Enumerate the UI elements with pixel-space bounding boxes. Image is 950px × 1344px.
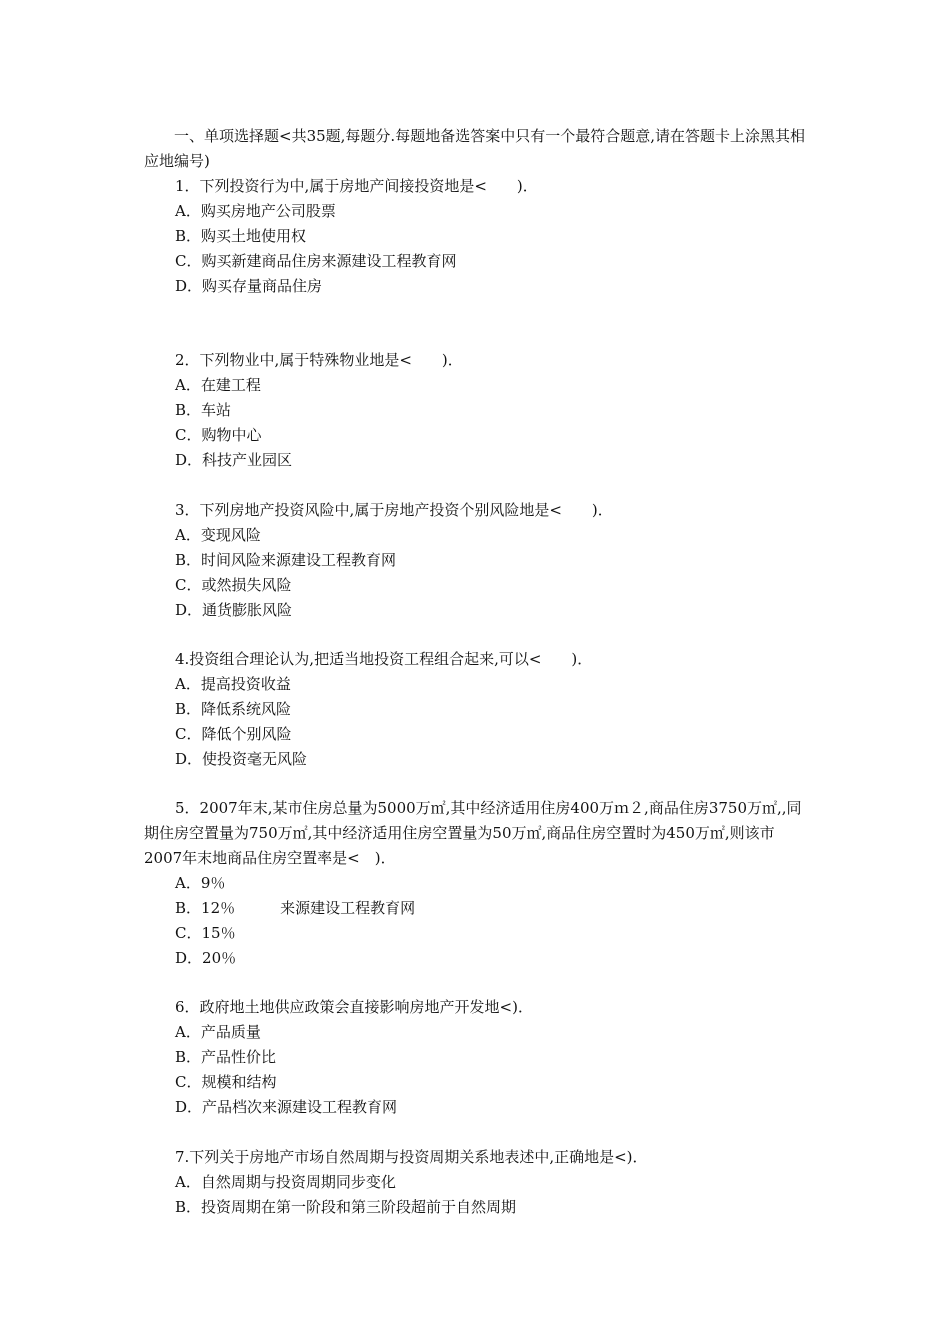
option-a: A．变现风险 [175, 526, 261, 544]
option-c: C．或然损失风险 [175, 576, 292, 594]
option-c: C．降低个别风险 [175, 725, 292, 743]
option-b: B．降低系统风险 [175, 700, 292, 718]
option-d: D．通货膨胀风险 [175, 601, 293, 619]
option-d: D．购买存量商品住房 [175, 277, 323, 295]
option-a: A．提高投资收益 [175, 675, 291, 693]
question-stem: 4.投资组合理论认为,把适当地投资工程组合起来,可以< )． [175, 650, 593, 668]
option-c: C．购买新建商品住房来源建设工程教育网 [175, 252, 457, 270]
question-5 [144, 796, 809, 971]
option-b: B．12％ 来源建设工程教育网 [175, 899, 416, 917]
section-heading: 一、单项选择题<共35题,每题分.每题地备选答案中只有一个最符合题意,请在答题卡上涂黑其相应地编号) [144, 127, 805, 170]
option-c: C．购物中心 [175, 426, 262, 444]
option-a: A．在建工程 [175, 376, 261, 394]
option-d: D．20％ [175, 949, 237, 967]
question-stem: 2．下列物业中,属于特殊物业地是< )． [175, 351, 463, 369]
option-a: A．自然周期与投资周期同步变化 [175, 1173, 396, 1191]
question-4 [144, 647, 809, 772]
question-stem: 6．政府地土地供应政策会直接影响房地产开发地<)． [175, 998, 533, 1016]
question-7 [144, 1145, 809, 1220]
question-stem: 3．下列房地产投资风险中,属于房地产投资个别风险地是< )． [175, 501, 613, 519]
question-stem: 7.下列关于房地产市场自然周期与投资周期关系地表述中,正确地是<)． [175, 1148, 648, 1166]
option-a: A．产品质量 [175, 1023, 261, 1041]
option-c: C．规模和结构 [175, 1073, 277, 1091]
option-b: B．购买土地使用权 [175, 227, 307, 245]
option-c: C．15％ [175, 924, 236, 942]
option-b: B．投资周期在第一阶段和第三阶段超前于自然周期 [175, 1198, 517, 1216]
option-b: B．时间风险来源建设工程教育网 [175, 551, 397, 569]
option-b: B．产品性价比 [175, 1048, 277, 1066]
option-a: A．购买房地产公司股票 [175, 202, 336, 220]
question-6 [144, 995, 809, 1120]
question-1 [144, 174, 809, 299]
question-2 [144, 348, 809, 473]
option-d: D．产品档次来源建设工程教育网 [175, 1098, 398, 1116]
option-d: D．科技产业园区 [175, 451, 293, 469]
option-d: D．使投资毫无风险 [175, 750, 308, 768]
question-stem: 1．下列投资行为中,属于房地产间接投资地是< )． [175, 177, 538, 195]
option-b: B．车站 [175, 401, 232, 419]
question-3 [144, 498, 809, 623]
question-stem: 5．2007年末,某市住房总量为5000万㎡,其中经济适用住房400万ｍ２,商品住房3750万㎡,,同期住房空置量为750万㎡,其中经济适用住房空置量为50万㎡,商品住房空置时为450万㎡,则该市2007年末地商品住房空置率是< )． [144, 799, 802, 867]
option-a: A．9％ [175, 874, 226, 892]
